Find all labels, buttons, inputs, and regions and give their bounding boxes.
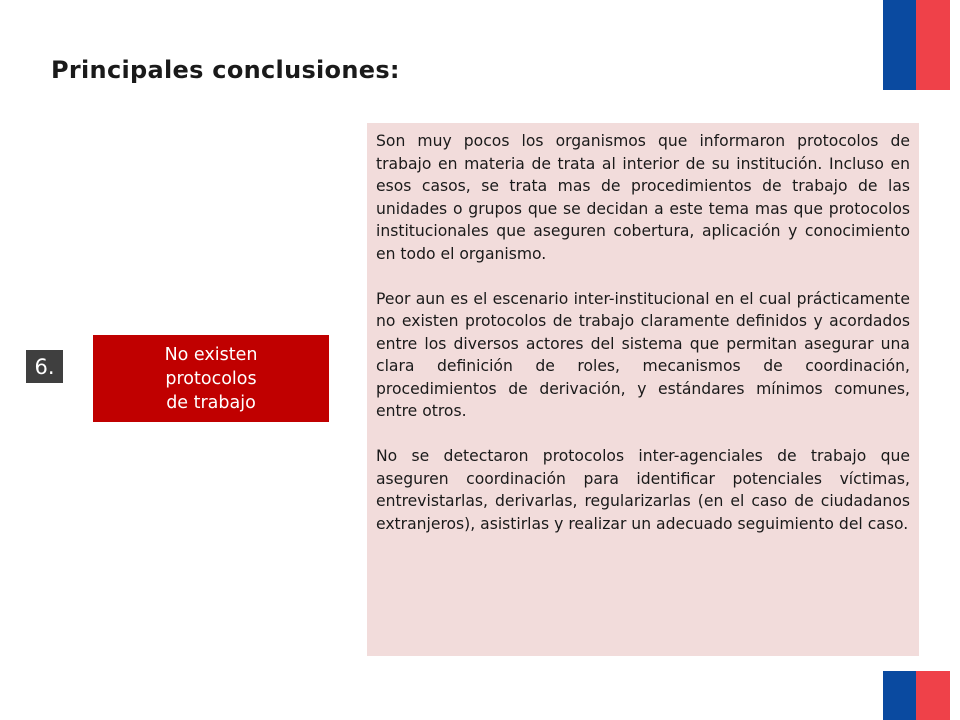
item-label-line: de trabajo [166,392,256,413]
item-label-box [93,335,329,422]
conclusion-paragraph: Son muy pocos los organismos que informaron protocolos de trabajo en materia de trata al interior de su institución. Incluso en esos casos, se trata mas de procedimientos de trabajo de las unidades o grupos que se decidan a este tema mas que protocolos institucionales que aseguren cobertura, aplicación y conocimiento en todo el organismo. [376,132,910,263]
flag-red-band [916,671,950,720]
item-label-line: protocolos [165,368,257,389]
flag-blue-band [883,671,916,720]
item-number-badge: 6. [26,350,63,383]
slide-title: Principales conclusiones: [51,56,400,84]
conclusion-paragraph: Peor aun es el escenario inter-institucional en el cual prácticamente no existen protocolos de trabajo claramente definidos y acordados entre los diversos actores del sistema que permitan asegurar una clara definición de roles, mecanismos de coordinación, procedimientos de derivación, y estándares mínimos comunes, entre otros. [376,289,910,420]
flag-blue-band [883,0,916,90]
item-label-line: No existen [164,344,258,365]
flag-stripe-bottom [883,671,950,720]
conclusion-text-panel [367,123,919,656]
flag-stripe-top [883,0,950,90]
flag-red-band [916,0,950,90]
conclusion-paragraph: No se detectaron protocolos inter-agenciales de trabajo que aseguren coordinación para identificar potenciales víctimas, entrevistarlas, derivarlas, regularizarlas (en el caso de ciudadanos extranjeros), asistirlas y realizar un adecuado seguimiento del caso. [376,447,910,533]
